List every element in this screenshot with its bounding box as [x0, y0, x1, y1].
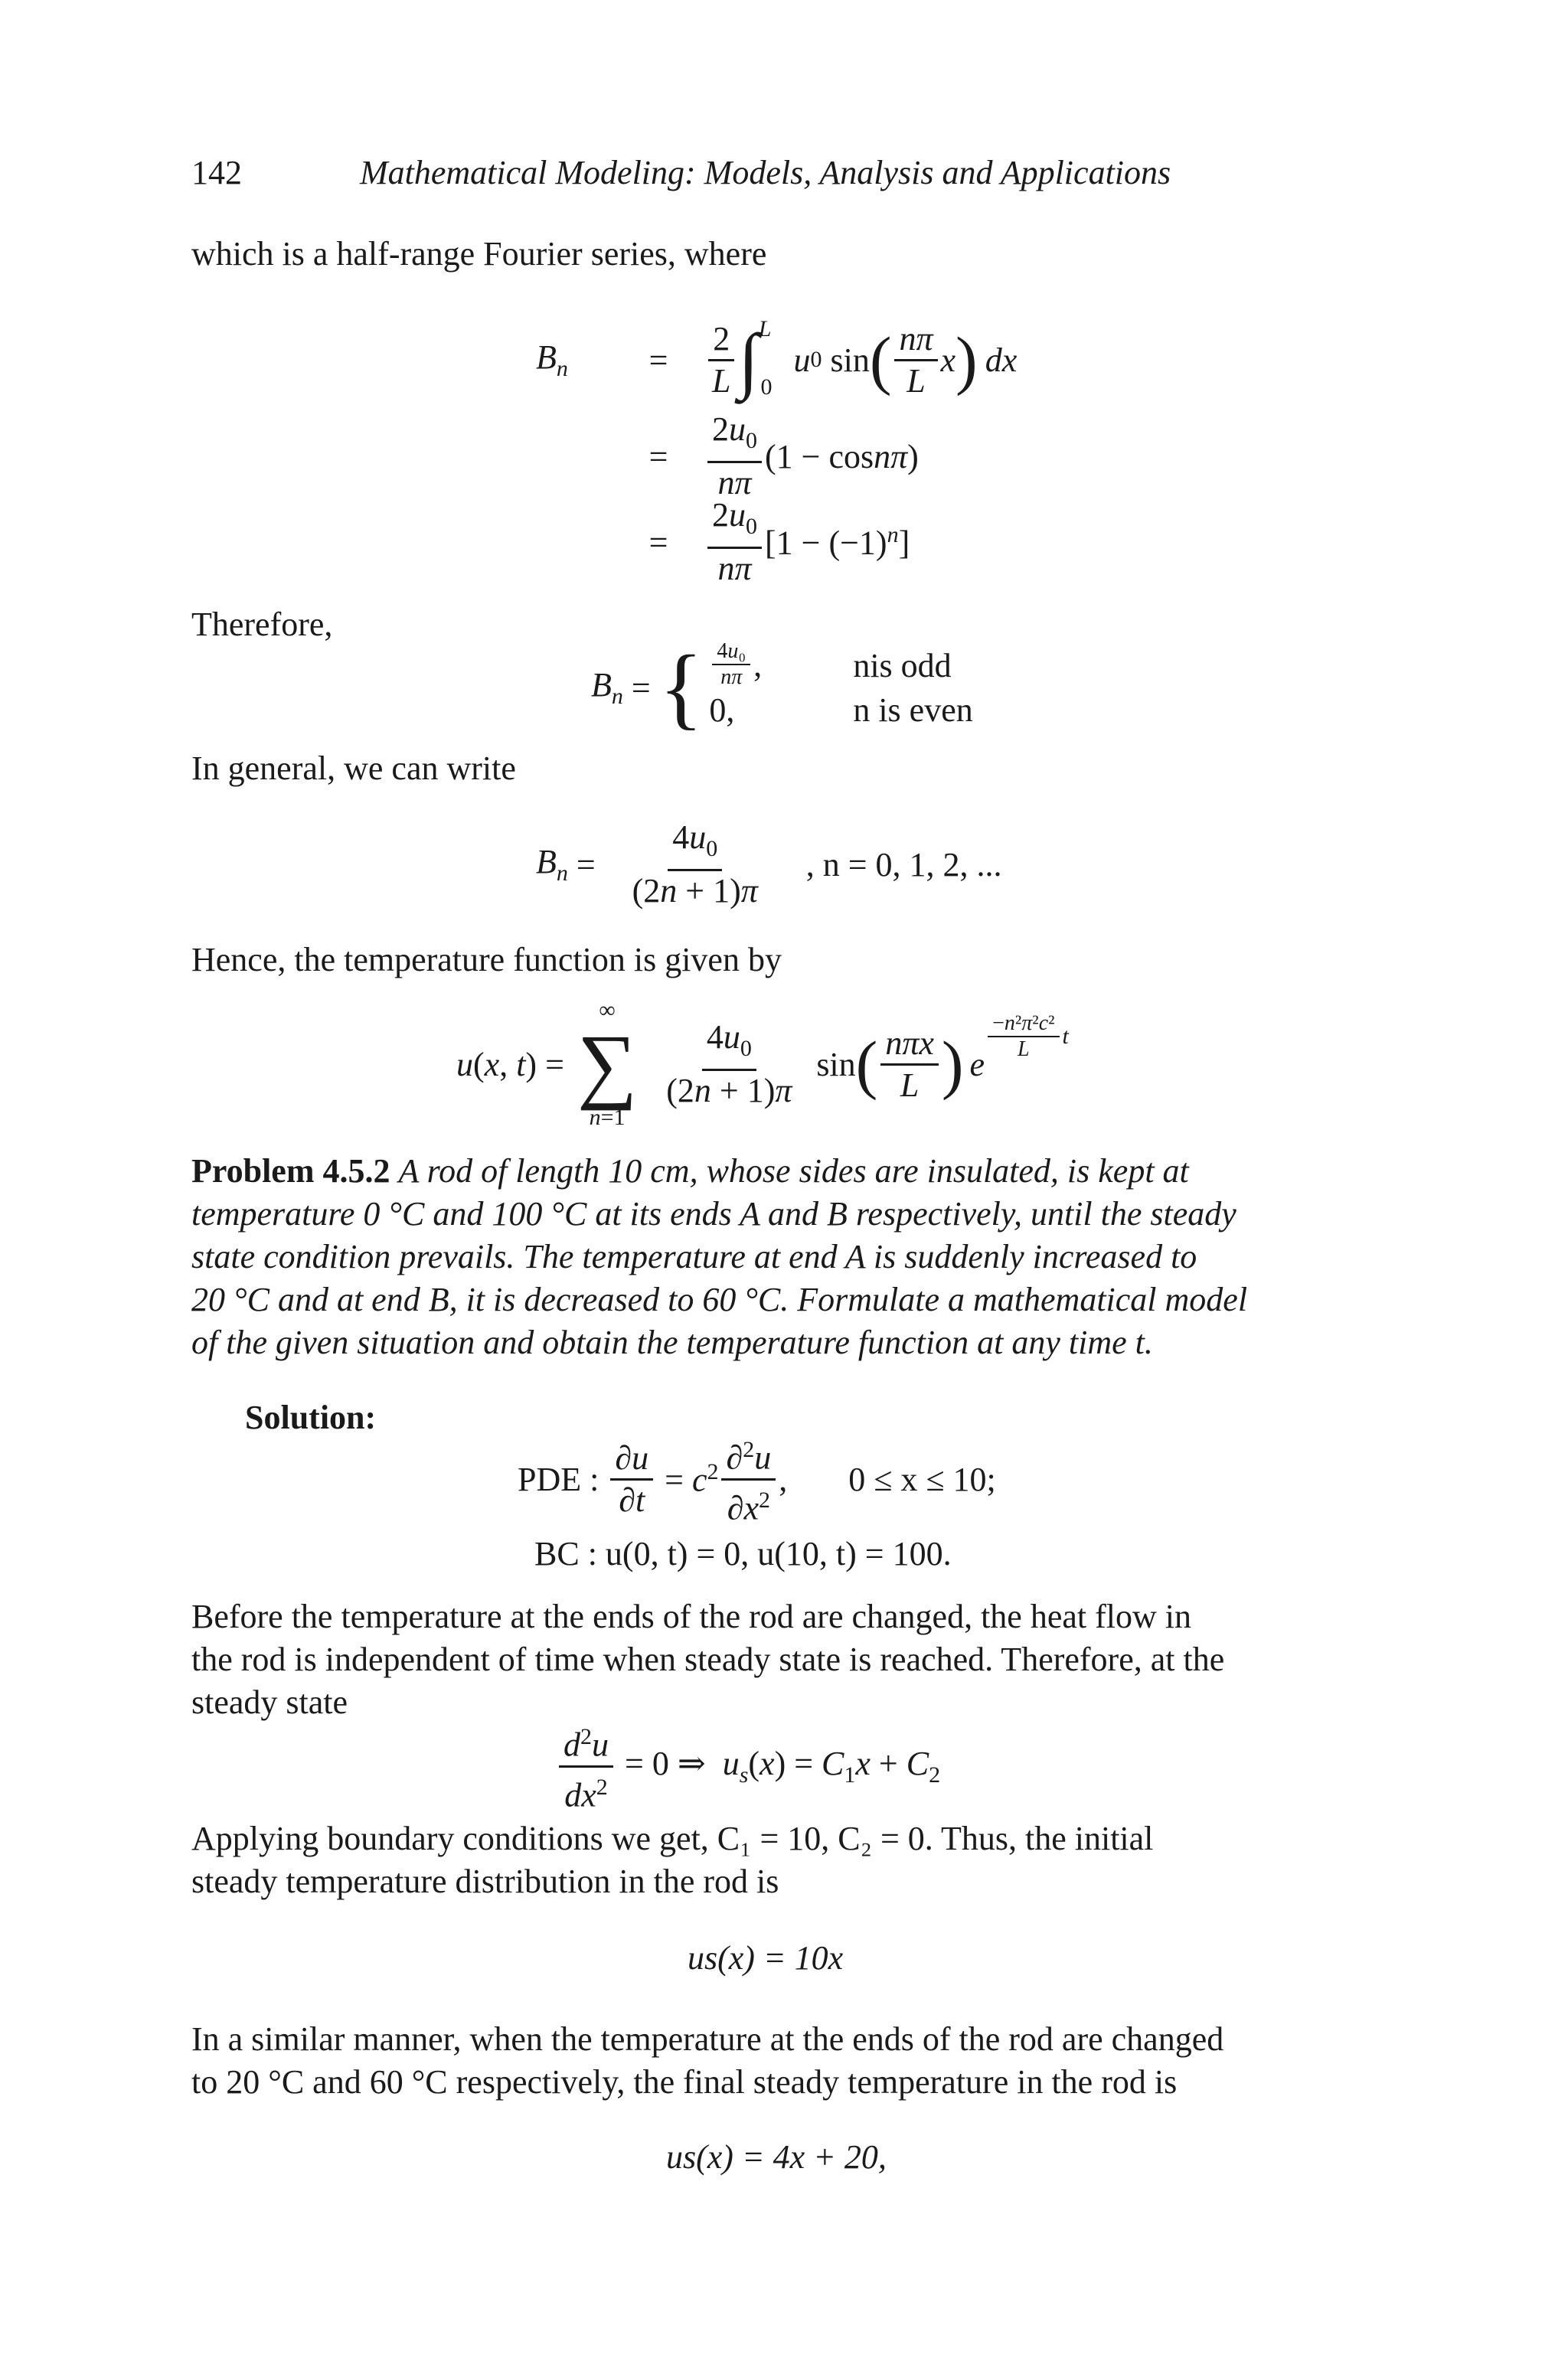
problem-label: Problem 4.5.2 [191, 1152, 390, 1190]
problem-line-2: temperature 0 °C and 100 °C at its ends A and B respectively, until the steady [191, 1195, 1236, 1233]
applying-paragraph [191, 1817, 1398, 1903]
bn-derivation [536, 306, 1148, 589]
problem-line-3: state condition prevails. The temperature at end A is suddenly increased to [191, 1238, 1197, 1275]
us-final: us(x) = 4x + 20, [666, 2138, 887, 2176]
problem-line-5: of the given situation and obtain the temperature function at any time t. [191, 1324, 1153, 1361]
bn-line-2: = $\frac{2u_0}{n\pi}$ (1 − cosnπ) [648, 410, 919, 501]
solution-label: Solution: [245, 1399, 377, 1436]
running-title: Mathematical Modeling: Models, Analysis and Applications [360, 154, 1171, 191]
bn-line-3: = $\frac{2u_0}{n\pi}$ $[1 - (-1)^n]$ [648, 496, 910, 587]
bn-range: , n = 0, 1, 2, ... [805, 845, 1002, 883]
even-condition: n is even [853, 691, 973, 729]
pde-label: PDE : [518, 1460, 599, 1498]
steady-equation: $\frac{d^2u}{dx^2}$ = 0 ⇒ $u_s(x) = C_1x + C_2$ [556, 1716, 940, 1816]
us-initial: us(x) = 10x [688, 1939, 844, 1977]
bn-cases: $B_n$ = { $\frac{\text{4u₀}}{n\pi}$ , 0, nis odd n is even [591, 636, 973, 738]
similar-line-1: In a similar manner, when the temperature at the ends of the rod are changed [191, 2020, 1224, 2058]
steady-line-1: Before the temperature at the ends of the rod are changed, the heat flow in [191, 1598, 1191, 1635]
bn-line-1: $B_n$ = $\frac{2}{L}$ ∫ L 0 u 0 sin ( $\frac{n\pi}{L}$ x ) dx [536, 316, 1018, 400]
similar-paragraph [191, 2018, 1398, 2104]
in-general-text: In general, we can write [191, 749, 516, 787]
odd-condition: nis odd [853, 647, 952, 684]
applying-line-1: Applying boundary conditions we get, C₁ = 10, C₂ = 0. Thus, the initial [191, 1820, 1154, 1857]
bc-line: BC : u(0, t) = 0, u(10, t) = 100. [534, 1535, 952, 1572]
page-number: 142 [191, 154, 242, 191]
temperature-function: u(x, t) = ∞ ∑ n=1 $\frac{4u_0}{(2n + 1)\pi}$ sin ( $\frac{\text{nπx}}{L}$ ) e $\frac{\text{−n²π²c²}}{L}$ t [456, 998, 1069, 1130]
problem-line-1: A rod of length 10 cm, whose sides are insulated, is kept at [398, 1152, 1189, 1190]
pde-range: 0 ≤ x ≤ 10; [848, 1460, 996, 1498]
steady-line-3: steady state [191, 1683, 348, 1721]
pde-equation: PDE : $\frac{\partial u}{\partial t}$ = $c^2$ $\frac{\partial^2u}{\partial x^2}$ , 0 ≤ x ≤ 10; [518, 1425, 996, 1533]
applying-line-2: steady temperature distribution in the rod is [191, 1863, 779, 1900]
bn-general: $B_n$ = $\frac{4u_0}{(2n + 1)\pi}$ , n = 0, 1, 2, ... [536, 818, 1002, 909]
intro-line: which is a half-range Fourier series, where [191, 235, 767, 273]
steady-paragraph [191, 1595, 1398, 1724]
similar-line-2: to 20 °C and 60 °C respectively, the final steady temperature in the rod is [191, 2063, 1178, 2101]
hence-text: Hence, the temperature function is given by [191, 941, 782, 978]
therefore-text: Therefore, [191, 606, 333, 643]
steady-line-2: the rod is independent of time when steady state is reached. Therefore, at the [191, 1641, 1225, 1678]
problem-line-4: 20 °C and at end B, it is decreased to 60 °C. Formulate a mathematical model [191, 1281, 1248, 1318]
problem-statement [191, 1150, 1398, 1364]
